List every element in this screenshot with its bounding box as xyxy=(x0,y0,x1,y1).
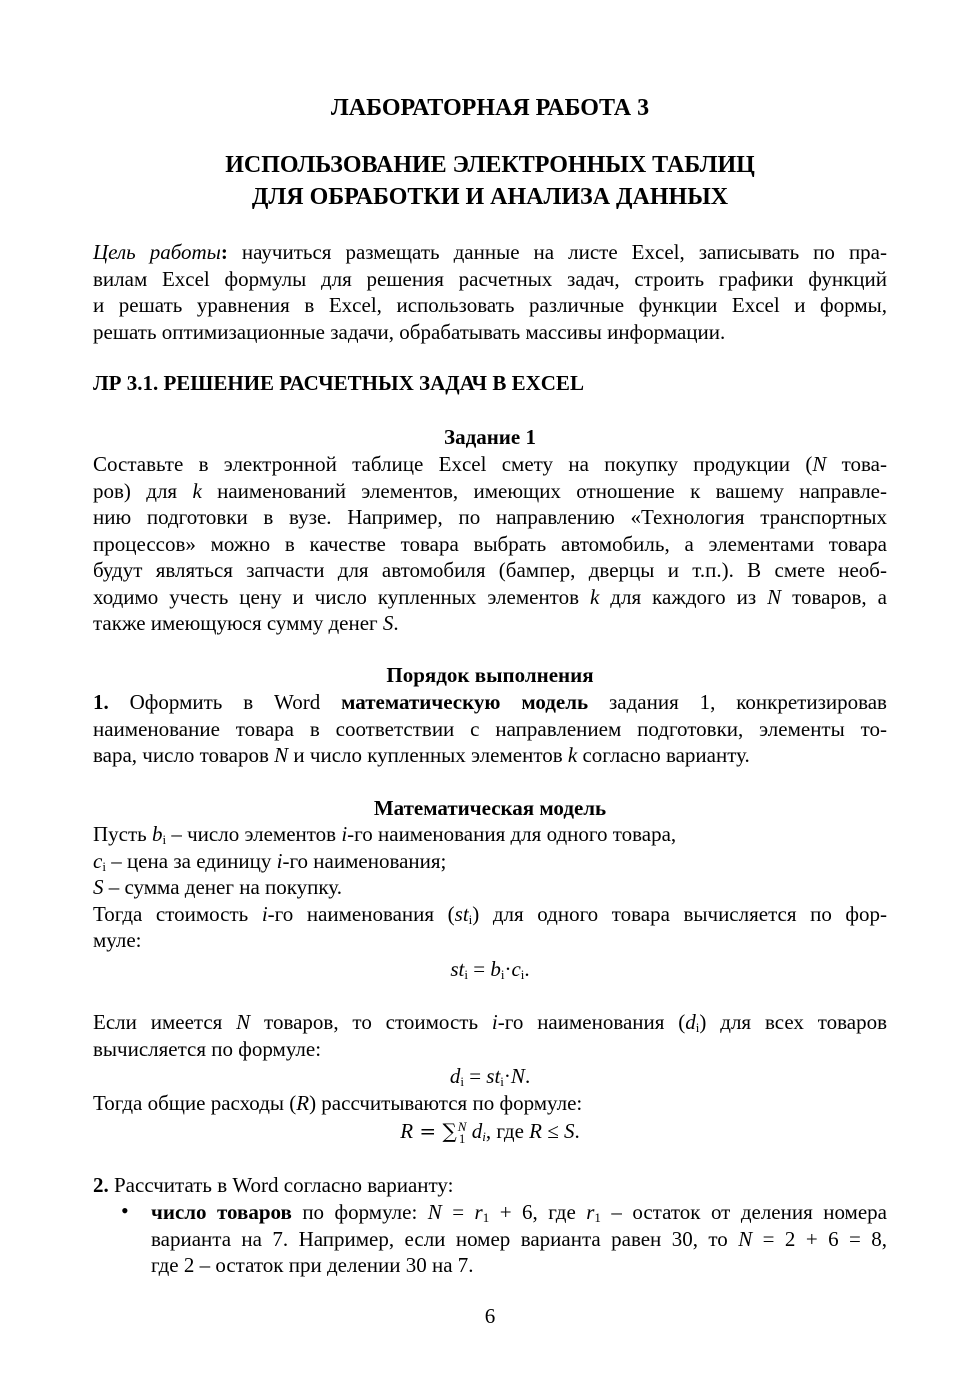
section-title: ЛР 3.1. РЕШЕНИЕ РАСЧЕТНЫХ ЗАДАЧ В EXCEL xyxy=(93,371,584,395)
task1-line-5: будут являться запчасти для автомобиля (бампер, дверцы и т.п.). В смете необ- xyxy=(93,558,887,582)
bullet-icon: • xyxy=(121,1198,129,1223)
task1-line-2: ров) для k наименований элементов, имеющих отношение к вашему направле- xyxy=(93,478,887,503)
goal-label: Цель работы xyxy=(93,240,221,264)
model-line-7: вычисляется по формуле: xyxy=(93,1036,322,1061)
model-line-5: муле: xyxy=(93,928,142,952)
model-line-4: Тогда стоимость i-го наименования $(st_i)$ для одного товара вычисляется по фор- xyxy=(93,901,887,927)
sum-limits: N 1 xyxy=(457,1119,467,1147)
model-line-3: S – сумма денег на покупку. xyxy=(93,875,342,899)
step1-line-2: наименование товара в соответствии с направлением подготовки, элементы то- xyxy=(93,716,887,741)
model-block-2 xyxy=(93,1009,887,1062)
formula-r: R = ∑ N 1 $d_i$, где R ≤ S. xyxy=(400,1119,580,1147)
step2-line: 2. Рассчитать в Word согласно варианту: xyxy=(93,1173,454,1197)
goal-paragraph xyxy=(93,239,887,345)
task1-paragraph xyxy=(93,451,887,637)
model-line-6: Если имеется N товаров, то стоимость i-го наименования $(d_i)$ для всех товаров xyxy=(93,1010,888,1035)
task1-line-1: Составьте в электронной таблице Excel смету на покупку продукции (N това- xyxy=(93,452,887,476)
bullet-line-3: где 2 – остаток при делении 30 на 7. xyxy=(151,1253,474,1277)
goal-line-3: и решать уравнения в Excel, использовать различные функции Excel и формы, xyxy=(93,293,887,317)
model-line-8: Тогда общие расходы (R) рассчитываются по формуле: xyxy=(93,1091,583,1115)
model-heading: Математическая модель xyxy=(373,796,607,820)
sum-sign: = ∑ xyxy=(413,1119,457,1143)
bullet-line-2: варианта на 7. Например, если номер варианта равен 30, то N = 2 + 6 = 8, xyxy=(151,1226,888,1251)
page-number: 6 xyxy=(484,1304,496,1328)
task1-line-7: также имеющуюся сумму денег S. xyxy=(93,611,399,635)
step2-bullet-item xyxy=(151,1199,887,1279)
task1-line-6: ходимо учесть цену и число купленных элементов k для каждого из N товаров, а xyxy=(93,584,887,609)
model-line-1: Пусть $b_i$ – число элементов i-го наименования для одного товара, xyxy=(93,822,677,847)
bullet-line-1: число товаров по формуле: $N = r_1 + 6$, где $r_1$ – остаток от деления номера xyxy=(151,1200,887,1225)
goal-line-4: решать оптимизационные задачи, обрабатывать массивы информации. xyxy=(93,319,726,344)
lab-title: ЛАБОРАТОРНАЯ РАБОТА 3 xyxy=(330,95,650,121)
step1-line-1: 1. Оформить в Word математическую модель задания 1, конкретизировав xyxy=(93,690,887,714)
lab-subtitle-line2: ДЛЯ ОБРАБОТКИ И АНАЛИЗА ДАННЫХ xyxy=(251,184,729,210)
model-line-2: $c_i$ – цена за единицу i-го наименования; xyxy=(93,848,447,874)
goal-line-1: Цель работы: научиться размещать данные на листе Excel, записывать по пра- xyxy=(93,240,887,264)
model-block xyxy=(93,821,887,954)
formula-st: $st_i = b_i\cdot c_i$. xyxy=(450,957,530,982)
procedure-step1 xyxy=(93,689,887,769)
procedure-heading: Порядок выполнения xyxy=(386,663,594,687)
task1-heading: Задание 1 xyxy=(444,425,536,449)
lab-subtitle-line1: ИСПОЛЬЗОВАНИЕ ЭЛЕКТРОННЫХ ТАБЛИЦ xyxy=(225,152,755,178)
formula-d: $d_i = st_i\cdot N$. xyxy=(449,1064,531,1089)
task1-line-3: нию подготовки в вузе. Например, по направлению «Технология транспортных xyxy=(93,505,887,529)
goal-line-2: вилам Excel формулы для решения расчетных задач, строить графики функций xyxy=(93,266,887,291)
step1-line-3: вара, число товаров N и число купленных элементов k согласно варианту. xyxy=(93,743,750,767)
task1-line-4: процессов» можно в качестве товара выбрать автомобиль, а элементами товара xyxy=(93,531,887,556)
